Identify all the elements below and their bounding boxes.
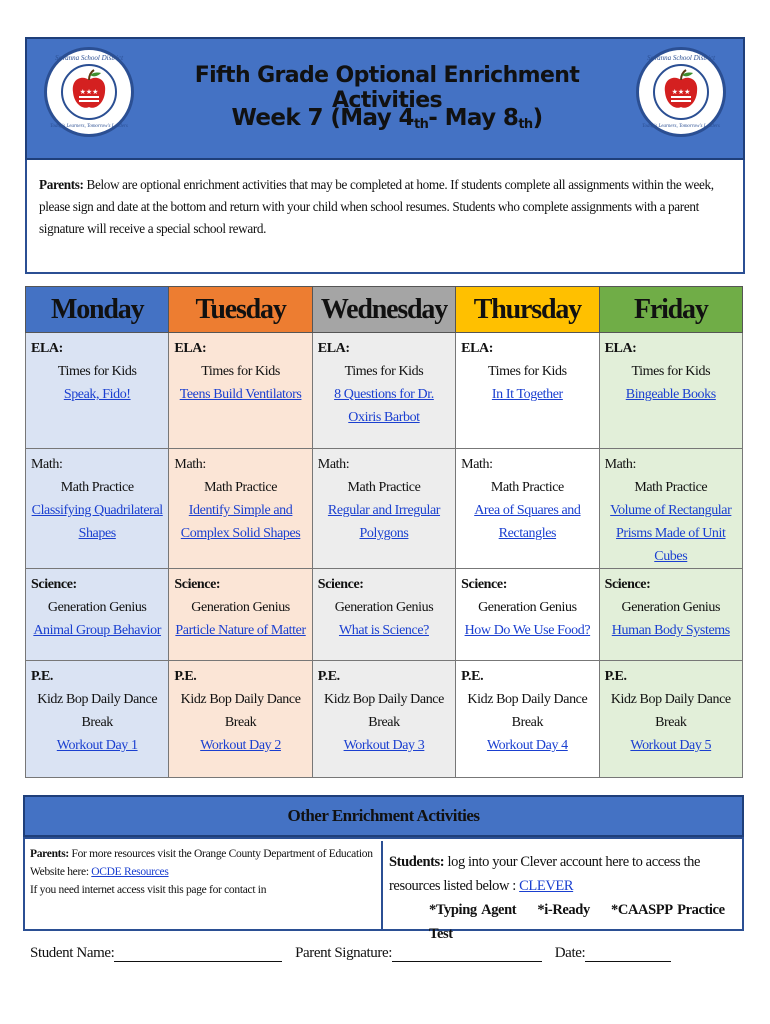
website-line — [30, 863, 381, 881]
students-resources — [381, 841, 743, 942]
header-banner — [25, 37, 745, 160]
parents-resources — [25, 845, 381, 899]
ela-cell-tuesday — [169, 333, 312, 449]
ela-label: ELA: — [174, 341, 207, 356]
ela-label: ELA: — [604, 341, 637, 356]
website-label: Website here: — [30, 866, 92, 878]
pe-source: Kidz Bop Daily Dance Break — [610, 692, 731, 730]
student-tools-list — [389, 898, 743, 946]
pe-label: P.E. — [174, 669, 197, 684]
page-title: Fifth Grade Optional Enrichment Activities — [194, 63, 580, 113]
parents-text: For more resources visit the Orange County Department of Education — [68, 848, 373, 860]
seal-bottom-text: Today's Learners, Tomorrow's Leaders — [50, 124, 128, 129]
ela-source: Times for Kids — [201, 364, 280, 379]
day-header-tuesday: Tuesday — [169, 287, 312, 333]
science-link-friday[interactable]: Human Body Systems — [611, 623, 730, 638]
science-cell-thursday — [456, 569, 599, 661]
day-header-friday: Friday — [599, 287, 742, 333]
math-link-tuesday[interactable]: Identify Simple and Complex Solid Shapes — [180, 503, 301, 541]
pe-source: Kidz Bop Daily Dance Break — [467, 692, 588, 730]
ela-source: Times for Kids — [344, 364, 424, 379]
ela-label: ELA: — [317, 341, 350, 356]
other-activities-box — [23, 837, 744, 942]
math-label: Math: — [461, 457, 493, 472]
internet-access-text: If you need internet access visit this page for contact in — [30, 884, 267, 896]
signature-line — [30, 945, 750, 962]
pe-cell-tuesday — [169, 661, 312, 778]
student-name-blank[interactable] — [114, 946, 282, 962]
science-label: Science: — [461, 577, 507, 592]
other-activities-heading: Other Enrichment Activities — [23, 795, 744, 837]
apple-icon — [655, 66, 707, 118]
ela-label: ELA: — [31, 341, 63, 356]
ela-link-thursday[interactable]: In It Together — [491, 387, 563, 402]
pe-link-wednesday[interactable]: Workout Day 3 — [343, 738, 425, 753]
science-link-monday[interactable]: Animal Group Behavior — [33, 623, 162, 638]
math-link-wednesday[interactable]: Regular and Irregular Polygons — [327, 503, 441, 541]
ocde-resources-link[interactable]: OCDE Resources — [91, 866, 169, 878]
pe-label: P.E. — [604, 669, 627, 684]
parents-label: Parents: — [30, 848, 69, 860]
day-header-wednesday: Wednesday — [312, 287, 455, 333]
math-row — [26, 449, 743, 569]
math-cell-friday — [599, 449, 742, 569]
science-link-tuesday[interactable]: Particle Nature of Matter — [175, 623, 306, 638]
science-source: Generation Genius — [191, 600, 290, 615]
science-link-thursday[interactable]: How Do We Use Food? — [464, 623, 591, 638]
pe-source: Kidz Bop Daily Dance Break — [180, 692, 301, 730]
pe-label: P.E. — [31, 669, 54, 684]
date-label: Date: — [554, 945, 586, 961]
seal-bottom-text: Today's Learners, Tomorrow's Leaders — [642, 124, 720, 129]
district-seal-logo-right — [636, 47, 726, 137]
tool-caaspp: *CAASPP Practice Test — [429, 902, 725, 942]
science-source: Generation Genius — [47, 600, 147, 615]
science-label: Science: — [31, 577, 77, 592]
pe-label: P.E. — [461, 669, 484, 684]
math-link-thursday[interactable]: Area of Squares and Rectangles — [474, 503, 581, 541]
notice-label: Parents: — [39, 177, 84, 192]
math-source: Math Practice — [347, 480, 421, 495]
seal-top-text: Savanna School District — [54, 54, 124, 62]
science-label: Science: — [317, 577, 364, 592]
parent-signature-label: Parent Signature: — [295, 945, 393, 961]
math-label: Math: — [31, 457, 63, 472]
svg-text:★★★: ★★★ — [79, 88, 99, 96]
ela-source: Times for Kids — [488, 364, 567, 379]
math-source: Math Practice — [490, 480, 564, 495]
parent-notice — [25, 160, 745, 274]
ela-link-monday[interactable]: Speak, Fido! — [63, 387, 131, 402]
science-source: Generation Genius — [334, 600, 434, 615]
pe-row — [26, 661, 743, 778]
math-source: Math Practice — [634, 480, 708, 495]
ela-link-friday[interactable]: Bingeable Books — [625, 387, 716, 402]
science-cell-friday — [599, 569, 742, 661]
pe-cell-thursday — [456, 661, 599, 778]
ela-cell-wednesday — [312, 333, 455, 449]
math-cell-monday — [26, 449, 169, 569]
ela-label: ELA: — [461, 341, 494, 356]
science-label: Science: — [174, 577, 221, 592]
pe-link-tuesday[interactable]: Workout Day 2 — [200, 738, 281, 753]
students-label: Students: — [389, 854, 445, 870]
math-label: Math: — [174, 457, 206, 472]
day-header-monday: Monday — [26, 287, 169, 333]
svg-text:★★★: ★★★ — [671, 88, 691, 96]
pe-source: Kidz Bop Daily Dance Break — [324, 692, 444, 730]
tool-i-ready: *i-Ready — [537, 902, 590, 918]
days-header-row — [26, 287, 743, 333]
pe-label: P.E. — [317, 669, 340, 684]
pe-cell-monday — [26, 661, 169, 778]
district-seal-logo — [44, 47, 134, 137]
day-header-thursday: Thursday — [456, 287, 599, 333]
week-title: Week 7 (May 4th- May 8th) — [231, 105, 543, 132]
ela-link-tuesday[interactable]: Teens Build Ventilators — [179, 387, 302, 402]
pe-link-monday[interactable]: Workout Day 1 — [56, 738, 138, 753]
math-source: Math Practice — [204, 480, 278, 495]
math-link-friday[interactable]: Volume of Rectangular Prisms Made of Unit Cubes — [610, 503, 732, 564]
math-label: Math: — [604, 457, 637, 472]
pe-link-thursday[interactable]: Workout Day 4 — [486, 738, 568, 753]
science-cell-tuesday — [169, 569, 312, 661]
parent-signature-blank[interactable] — [392, 946, 542, 962]
ela-source: Times for Kids — [57, 364, 137, 379]
pe-cell-wednesday — [312, 661, 455, 778]
parents-line — [30, 845, 381, 863]
students-text: log into your Clever account here to access the resources listed below : — [389, 854, 701, 894]
math-cell-thursday — [456, 449, 599, 569]
weekly-activities-table — [25, 286, 743, 778]
ela-cell-monday — [26, 333, 169, 449]
math-cell-tuesday — [169, 449, 312, 569]
clever-link[interactable]: CLEVER — [519, 878, 574, 894]
math-link-monday[interactable]: Classifying Quadrilateral Shapes — [31, 503, 163, 541]
seal-inner-ring — [61, 64, 117, 120]
science-label: Science: — [604, 577, 651, 592]
notice-text: Below are optional enrichment activities that may be completed at home. If students complete all assignments within the week, please sign and date at the bottom and return with your child when school resumes. Students who complete assignments with a parent signature will receive a special school reward. — [39, 177, 714, 236]
pe-source: Kidz Bop Daily Dance Break — [37, 692, 158, 730]
apple-icon — [63, 66, 115, 118]
math-source: Math Practice — [60, 480, 134, 495]
science-link-wednesday[interactable]: What is Science? — [338, 623, 429, 638]
math-label: Math: — [317, 457, 350, 472]
ela-cell-thursday — [456, 333, 599, 449]
science-cell-wednesday — [312, 569, 455, 661]
date-blank[interactable] — [585, 946, 671, 962]
student-name-label: Student Name: — [30, 945, 115, 961]
ela-row — [26, 333, 743, 449]
science-source: Generation Genius — [478, 600, 577, 615]
tool-typing-agent: *Typing Agent — [429, 902, 517, 918]
science-source: Generation Genius — [621, 600, 721, 615]
science-row — [26, 569, 743, 661]
ela-source: Times for Kids — [631, 364, 711, 379]
seal-top-text: Savanna School District — [646, 54, 716, 62]
ela-link-wednesday[interactable]: 8 Questions for Dr. Oxiris Barbot — [334, 387, 434, 425]
pe-cell-friday — [599, 661, 742, 778]
science-cell-monday — [26, 569, 169, 661]
ela-cell-friday — [599, 333, 742, 449]
math-cell-wednesday — [312, 449, 455, 569]
seal-inner-ring — [653, 64, 709, 120]
pe-link-friday[interactable]: Workout Day 5 — [630, 738, 712, 753]
